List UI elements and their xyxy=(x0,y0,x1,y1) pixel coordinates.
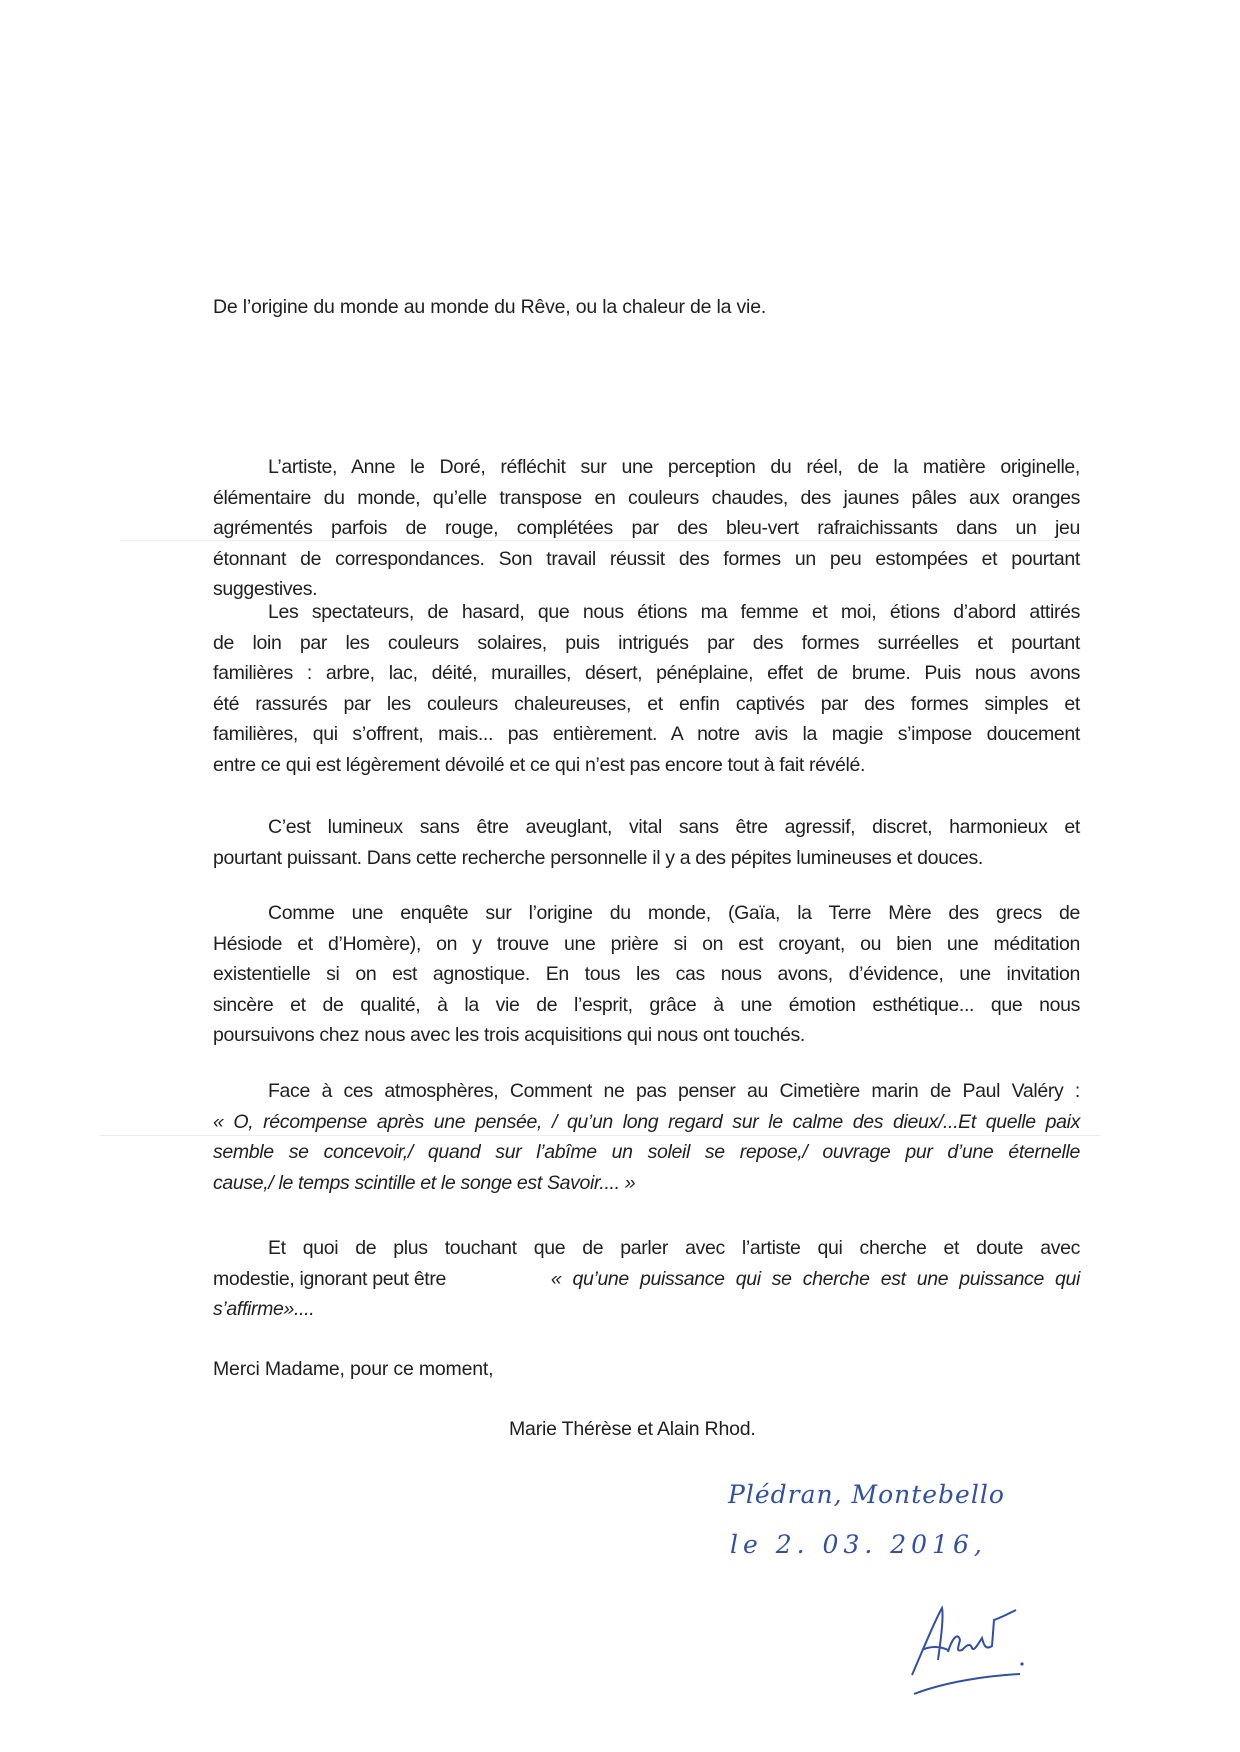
quote-line: semble se concevoir,/ quand sur l’abîme un soleil se repose,/ ouvrage pur d’une éternelle xyxy=(213,1141,1080,1163)
text-line: sincère et de qualité, à la vie de l’esprit, grâce à une émotion esthétique... que nous xyxy=(213,993,1080,1016)
text-line: familières, qui s’offrent, mais... pas entièrement. A notre avis la magie s’impose doucement xyxy=(213,723,1080,745)
paragraph-modesty xyxy=(213,1233,1080,1325)
paragraph-valery-quote xyxy=(213,1076,1080,1198)
quote-line: cause,/ le temps scintille et le songe est Savoir.... » xyxy=(213,1171,636,1194)
text-line: étonnant de correspondances. Son travail réussit des formes un peu estompées et pourtant xyxy=(213,547,1080,570)
text-line: été rassurés par les couleurs chaleureuses, et enfin captivés par des formes simples et xyxy=(213,692,1080,715)
signature-image xyxy=(900,1590,1040,1710)
signers-names: Marie Thérèse et Alain Rhod. xyxy=(509,1418,756,1440)
paragraph-artist xyxy=(213,452,1080,605)
paragraph-luminous xyxy=(213,812,1080,873)
handwritten-place: Plédran, Montebello xyxy=(728,1480,1005,1509)
text-line: entre ce qui est légèrement dévoilé et ce qui n’est pas encore tout à fait révélé. xyxy=(213,753,866,776)
closing-line: Merci Madame, pour ce moment, xyxy=(213,1358,494,1380)
text-line: de loin par les couleurs solaires, puis intrigués par des formes surréelles et pourtant xyxy=(213,631,1080,654)
text-line: agrémentés parfois de rouge, complétées par des bleu-vert rafraichissants dans un jeu xyxy=(213,517,1080,539)
text-span: modestie, ignorant peut être xyxy=(213,1267,452,1290)
text-line xyxy=(213,1264,1080,1295)
quote-line: s’affirme».... xyxy=(213,1298,315,1320)
text-line: Les spectateurs, de hasard, que nous étions ma femme et moi, étions d’abord attirés xyxy=(268,601,1080,623)
text-line: pourtant puissant. Dans cette recherche personnelle il y a des pépites lumineuses et douces. xyxy=(213,846,983,869)
quote-line: « O, récompense après une pensée, / qu’un long regard sur le calme des dieux/...Et quelle paix xyxy=(213,1110,1080,1133)
text-line: poursuivons chez nous avec les trois acquisitions qui nous ont touchés. xyxy=(213,1024,805,1046)
text-line: Et quoi de plus touchant que de parler avec l’artiste qui cherche et doute avec xyxy=(268,1237,1080,1259)
text-line: Hésiode et d’Homère), on y trouve une prière si on est croyant, ou bien une méditation xyxy=(213,932,1080,955)
handwritten-date: le 2. 03. 2016, xyxy=(730,1530,987,1559)
text-line: suggestives. xyxy=(213,578,318,600)
text-line: C’est lumineux sans être aveuglant, vital sans être agressif, discret, harmonieux et xyxy=(268,816,1080,838)
paragraph-spectators xyxy=(213,597,1080,780)
paragraph-inquiry xyxy=(213,898,1080,1051)
text-line: Face à ces atmosphères, Comment ne pas penser au Cimetière marin de Paul Valéry : xyxy=(268,1080,1080,1102)
text-line: familières : arbre, lac, déité, murailles, désert, pénéplaine, effet de brume. Puis nous avons xyxy=(213,662,1080,684)
text-line: élémentaire du monde, qu’elle transpose en couleurs chaudes, des jaunes pâles aux oranges xyxy=(213,486,1080,509)
text-line: existentielle si on est agnostique. En tous les cas nous avons, d’évidence, une invitation xyxy=(213,963,1080,985)
letter-title: De l’origine du monde au monde du Rêve, ou la chaleur de la vie. xyxy=(213,296,767,318)
text-line: L’artiste, Anne le Doré, réfléchit sur une perception du réel, de la matière originelle, xyxy=(268,456,1080,478)
handwritten-annotation xyxy=(700,1470,1100,1720)
text-line: Comme une enquête sur l’origine du monde, (Gaïa, la Terre Mère des grecs de xyxy=(268,902,1080,924)
quote-span: « qu’une puissance qui se cherche est une puissance qui xyxy=(550,1267,1080,1290)
